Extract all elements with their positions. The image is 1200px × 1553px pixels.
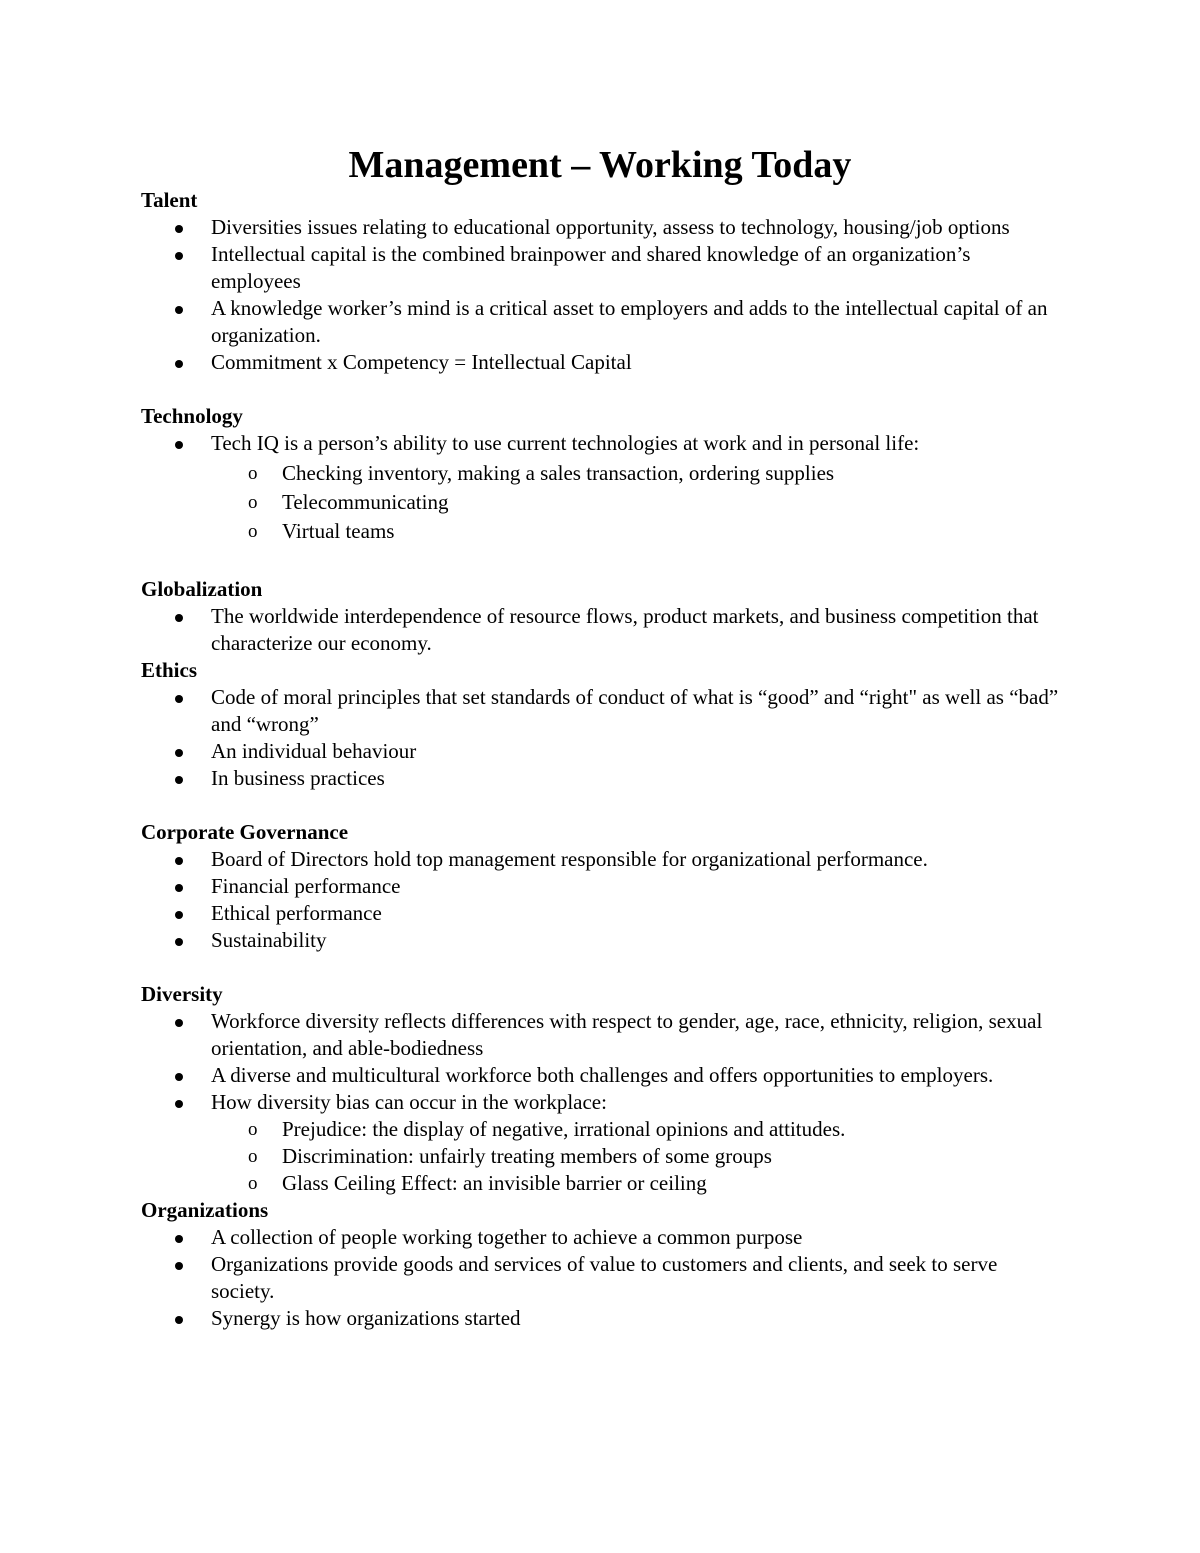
circle-bullet-icon: o xyxy=(248,521,258,542)
list-item: Sustainability xyxy=(141,927,1061,954)
circle-bullet-icon: o xyxy=(248,1173,258,1194)
list-item: Intellectual capital is the combined brainpower and shared knowledge of an organization’s employees xyxy=(141,241,1061,295)
sub-list-item: o Glass Ceiling Effect: an invisible barrier or ceiling xyxy=(248,1171,707,1195)
list-item: Workforce diversity reflects differences with respect to gender, age, race, ethnicity, religion, sexual orientation, and able-bodiedness xyxy=(141,1008,1061,1062)
list-item: Commitment x Competency = Intellectual Capital xyxy=(141,349,1061,376)
circle-bullet-icon: o xyxy=(248,1119,258,1140)
list-item: How diversity bias can occur in the workplace: o Prejudice: the display of negative, irrational opinions and attitudes. o Discrimination: unfairly treating members of some groups o Glass Ceiling Effect: an invisible barrier or ceiling xyxy=(141,1089,1061,1197)
bullet-list xyxy=(141,430,1061,546)
section-heading: Organizations xyxy=(141,1198,269,1222)
section-heading: Talent xyxy=(141,188,198,212)
sub-list-item: o Prejudice: the display of negative, irrational opinions and attitudes. xyxy=(248,1117,846,1141)
sub-bullet-list xyxy=(211,459,1061,546)
bullet-list xyxy=(141,1008,1061,1197)
list-item: Financial performance xyxy=(141,873,1061,900)
bullet-icon xyxy=(175,1019,183,1027)
bullet-icon xyxy=(175,360,183,368)
section-globalization xyxy=(141,576,1061,657)
list-item: Code of moral principles that set standards of conduct of what is “good” and “right" as well as “bad” and “wrong” xyxy=(141,684,1061,738)
section-organizations xyxy=(141,1197,1061,1332)
bullet-list xyxy=(141,603,1061,657)
spacer xyxy=(141,546,1061,576)
bullet-icon xyxy=(175,938,183,946)
sub-list-item: o Telecommunicating xyxy=(211,488,1061,517)
sub-list-item: o Discrimination: unfairly treating members of some groups xyxy=(248,1144,772,1168)
circle-bullet-icon: o xyxy=(248,492,258,513)
bullet-icon xyxy=(175,857,183,865)
bullet-list xyxy=(141,846,1061,954)
bullet-icon xyxy=(175,1073,183,1081)
spacer xyxy=(141,376,1061,403)
circle-bullet-icon: o xyxy=(248,463,258,484)
bullet-list xyxy=(141,214,1061,376)
sub-list-item: o Virtual teams xyxy=(211,517,1061,546)
section-corporate-governance xyxy=(141,819,1061,954)
section-heading: Diversity xyxy=(141,982,223,1006)
section-talent xyxy=(141,187,1061,376)
list-item: Tech IQ is a person’s ability to use current technologies at work and in personal life: o Checking inventory, making a sales transaction, ordering supplies o Telecommunicating o Virtual teams xyxy=(141,430,1061,546)
list-item: In business practices xyxy=(141,765,1061,792)
spacer xyxy=(141,954,1061,981)
circle-bullet-icon: o xyxy=(248,1146,258,1167)
section-technology xyxy=(141,403,1061,546)
list-item: Board of Directors hold top management responsible for organizational performance. xyxy=(141,846,1061,873)
bullet-icon xyxy=(175,614,183,622)
list-item: Diversities issues relating to educational opportunity, assess to technology, housing/job options xyxy=(141,214,1061,241)
list-item: A collection of people working together to achieve a common purpose xyxy=(141,1224,1061,1251)
bullet-icon xyxy=(175,1262,183,1270)
document-body xyxy=(141,187,1061,1332)
bullet-icon xyxy=(175,911,183,919)
section-heading: Ethics xyxy=(141,658,198,682)
sub-bullet-list xyxy=(211,1116,1061,1197)
spacer xyxy=(141,792,1061,819)
bullet-icon xyxy=(175,776,183,784)
list-item: An individual behaviour xyxy=(141,738,1061,765)
bullet-icon xyxy=(175,225,183,233)
list-item: A diverse and multicultural workforce both challenges and offers opportunities to employers. xyxy=(141,1062,1061,1089)
list-item: The worldwide interdependence of resource flows, product markets, and business competition that characterize our economy. xyxy=(141,603,1061,657)
bullet-list xyxy=(141,1224,1061,1332)
bullet-icon xyxy=(175,1100,183,1108)
section-heading: Globalization xyxy=(141,577,263,601)
bullet-icon xyxy=(175,306,183,314)
bullet-icon xyxy=(175,1235,183,1243)
bullet-icon xyxy=(175,252,183,260)
list-item: Ethical performance xyxy=(141,900,1061,927)
section-heading: Technology xyxy=(141,404,243,428)
bullet-icon xyxy=(175,884,183,892)
list-item: A knowledge worker’s mind is a critical asset to employers and adds to the intellectual capital of an organization. xyxy=(141,295,1061,349)
section-heading: Corporate Governance xyxy=(141,820,349,844)
section-ethics xyxy=(141,657,1061,792)
sub-list-item: o Checking inventory, making a sales transaction, ordering supplies xyxy=(211,459,1061,488)
bullet-icon xyxy=(175,1316,183,1324)
page-title: Management – Working Today xyxy=(348,144,852,186)
bullet-list xyxy=(141,684,1061,792)
bullet-icon xyxy=(175,441,183,449)
list-item: Synergy is how organizations started xyxy=(141,1305,1061,1332)
bullet-icon xyxy=(175,695,183,703)
list-item: Organizations provide goods and services of value to customers and clients, and seek to serve society. xyxy=(141,1251,1061,1305)
bullet-icon xyxy=(175,749,183,757)
section-diversity xyxy=(141,981,1061,1197)
